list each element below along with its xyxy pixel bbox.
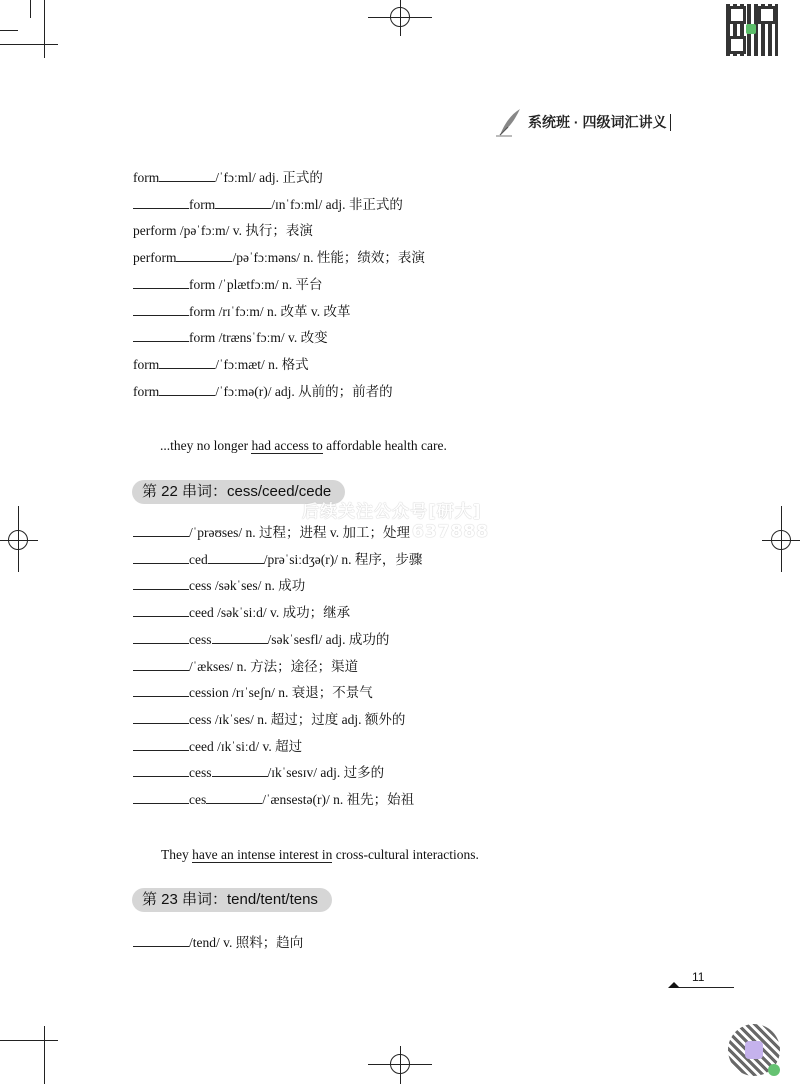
fill-in-blank[interactable] (133, 303, 189, 316)
fill-in-blank[interactable] (133, 604, 189, 617)
vocab-text: form (133, 383, 160, 399)
vocab-line (133, 631, 389, 649)
vocab-line (133, 577, 305, 595)
fill-in-blank[interactable] (159, 383, 215, 396)
vocab-text: cession /rɪˈseʃn/ n. 衰退；不景气 (189, 685, 373, 701)
fill-in-blank[interactable] (133, 934, 189, 947)
fill-in-blank[interactable] (133, 764, 189, 777)
section-heading: 第 22 串词：cess/ceed/cede (132, 480, 345, 504)
header-divider (670, 114, 671, 131)
vocab-text: perform (133, 250, 177, 266)
vocab-line (133, 551, 422, 569)
crop-mark (0, 44, 58, 45)
vocab-line (133, 276, 322, 294)
vocab-text: /tend/ v. 照料；趋向 (189, 935, 304, 950)
fill-in-blank[interactable] (133, 276, 189, 289)
sentence-text: ...they no longer (160, 438, 252, 453)
registration-circle (390, 1054, 410, 1074)
vocab-line (133, 658, 358, 676)
page-header (496, 104, 671, 140)
vocab-text: form (133, 170, 160, 185)
qr-code (728, 1024, 780, 1076)
feather-pen-icon (496, 107, 522, 137)
sentence-underlined: have an intense interest in (192, 847, 333, 862)
crop-mark (30, 0, 31, 18)
fill-in-blank[interactable] (133, 524, 189, 537)
fill-in-blank[interactable] (133, 738, 189, 751)
example-sentence (161, 846, 479, 864)
vocab-line (133, 764, 384, 782)
vocab-text: /ˈænsestə(r)/ n. 祖先；始祖 (262, 792, 415, 807)
vocab-line (133, 222, 313, 240)
fill-in-blank[interactable] (133, 329, 189, 342)
fill-in-blank[interactable] (176, 249, 232, 262)
fill-in-blank[interactable] (133, 791, 189, 804)
vocab-text: form /trænsˈfɔːm/ v. 改变 (189, 330, 328, 346)
fill-in-blank[interactable] (133, 577, 189, 590)
vocab-text: ced (189, 551, 208, 567)
fill-in-blank[interactable] (212, 631, 268, 644)
vocab-text: ceed /səkˈsiːd/ v. 成功；继承 (189, 605, 351, 621)
vocab-text: form /rɪˈfɔːm/ n. 改革 v. 改革 (189, 303, 351, 319)
qr-code (726, 4, 778, 56)
vocab-line (133, 934, 303, 952)
vocab-text: /ɪkˈsesɪv/ adj. 过多的 (267, 765, 385, 781)
vocab-text: ceed /ɪkˈsiːd/ v. 超过 (189, 738, 303, 754)
vocab-text: /ˈækses/ n. 方法；途径；渠道 (189, 658, 359, 674)
watermark (302, 502, 489, 542)
vocab-text: /ˈprəʊses/ n. 过程；进程 v. 加工；处理 (189, 525, 411, 540)
fill-in-blank[interactable] (133, 658, 189, 671)
sentence-text: affordable health care. (322, 438, 447, 453)
watermark-line: 后续关注公众号[研大] (302, 502, 482, 522)
vocab-line (133, 711, 405, 729)
vocab-text: cess /səkˈses/ n. 成功 (189, 578, 306, 594)
watermark-line: 637888 (412, 522, 489, 542)
fill-in-blank[interactable] (133, 684, 189, 697)
vocab-line (133, 303, 350, 321)
vocab-line (133, 604, 350, 622)
sentence-text: cross-cultural interactions. (332, 847, 479, 862)
sentence-text: They (161, 847, 193, 862)
fill-in-blank[interactable] (133, 551, 189, 564)
vocab-text: /pəˈfɔːməns/ n. 性能；绩效；表演 (232, 250, 425, 266)
vocab-text: /prəˈsiːdʒə(r)/ n. 程序，步骤 (263, 551, 423, 567)
page-number: 11 (692, 970, 705, 984)
page-number-rule (676, 987, 734, 988)
vocab-text: perform /pəˈfɔːm/ v. 执行；表演 (133, 223, 313, 239)
example-sentence (160, 437, 447, 455)
vocab-line (133, 383, 393, 401)
vocab-line (133, 791, 414, 809)
fill-in-blank[interactable] (212, 764, 268, 777)
page-triangle-icon (668, 982, 680, 988)
vocab-text: ces (189, 792, 207, 807)
fill-in-blank[interactable] (159, 169, 215, 182)
fill-in-blank[interactable] (208, 551, 264, 564)
fill-in-blank[interactable] (159, 356, 215, 369)
section-heading: 第 23 串词：tend/tent/tens (132, 888, 332, 912)
vocab-text: /ˈfɔːmæt/ n. 格式 (215, 356, 309, 372)
crop-mark (44, 0, 45, 58)
vocab-text: cess (189, 765, 212, 781)
vocab-line (133, 249, 425, 267)
fill-in-blank[interactable] (206, 791, 262, 804)
vocab-text: cess (189, 631, 212, 647)
vocab-line (133, 329, 328, 347)
fill-in-blank[interactable] (215, 196, 271, 209)
registration-circle (390, 7, 410, 27)
registration-circle (8, 530, 28, 550)
vocab-text: form /ˈplætfɔːm/ n. 平台 (189, 276, 323, 292)
vocab-text: /ˈfɔːml/ adj. 正式的 (215, 170, 323, 185)
vocab-text: form (189, 196, 216, 212)
crop-mark (44, 1026, 45, 1084)
vocab-text: /ˈfɔːmə(r)/ adj. 从前的；前者的 (215, 383, 393, 399)
vocab-line (133, 684, 373, 702)
vocab-line (133, 196, 403, 214)
vocab-text: /ɪnˈfɔːml/ adj. 非正式的 (271, 196, 403, 212)
fill-in-blank[interactable] (133, 196, 189, 209)
vocab-text: /səkˈsesfl/ adj. 成功的 (267, 631, 390, 647)
vocab-text: cess /ɪkˈses/ n. 超过；过度 adj. 额外的 (189, 711, 406, 727)
crop-mark (0, 1040, 58, 1041)
fill-in-blank[interactable] (133, 631, 189, 644)
vocab-line (133, 356, 309, 374)
crop-mark (0, 30, 18, 31)
fill-in-blank[interactable] (133, 711, 189, 724)
vocab-line (133, 738, 302, 756)
vocab-text: form (133, 356, 160, 372)
vocab-line (133, 169, 323, 187)
header-title: 系统班 · 四级词汇讲义 (528, 114, 667, 130)
registration-circle (771, 530, 791, 550)
sentence-underlined: had access to (251, 438, 323, 453)
